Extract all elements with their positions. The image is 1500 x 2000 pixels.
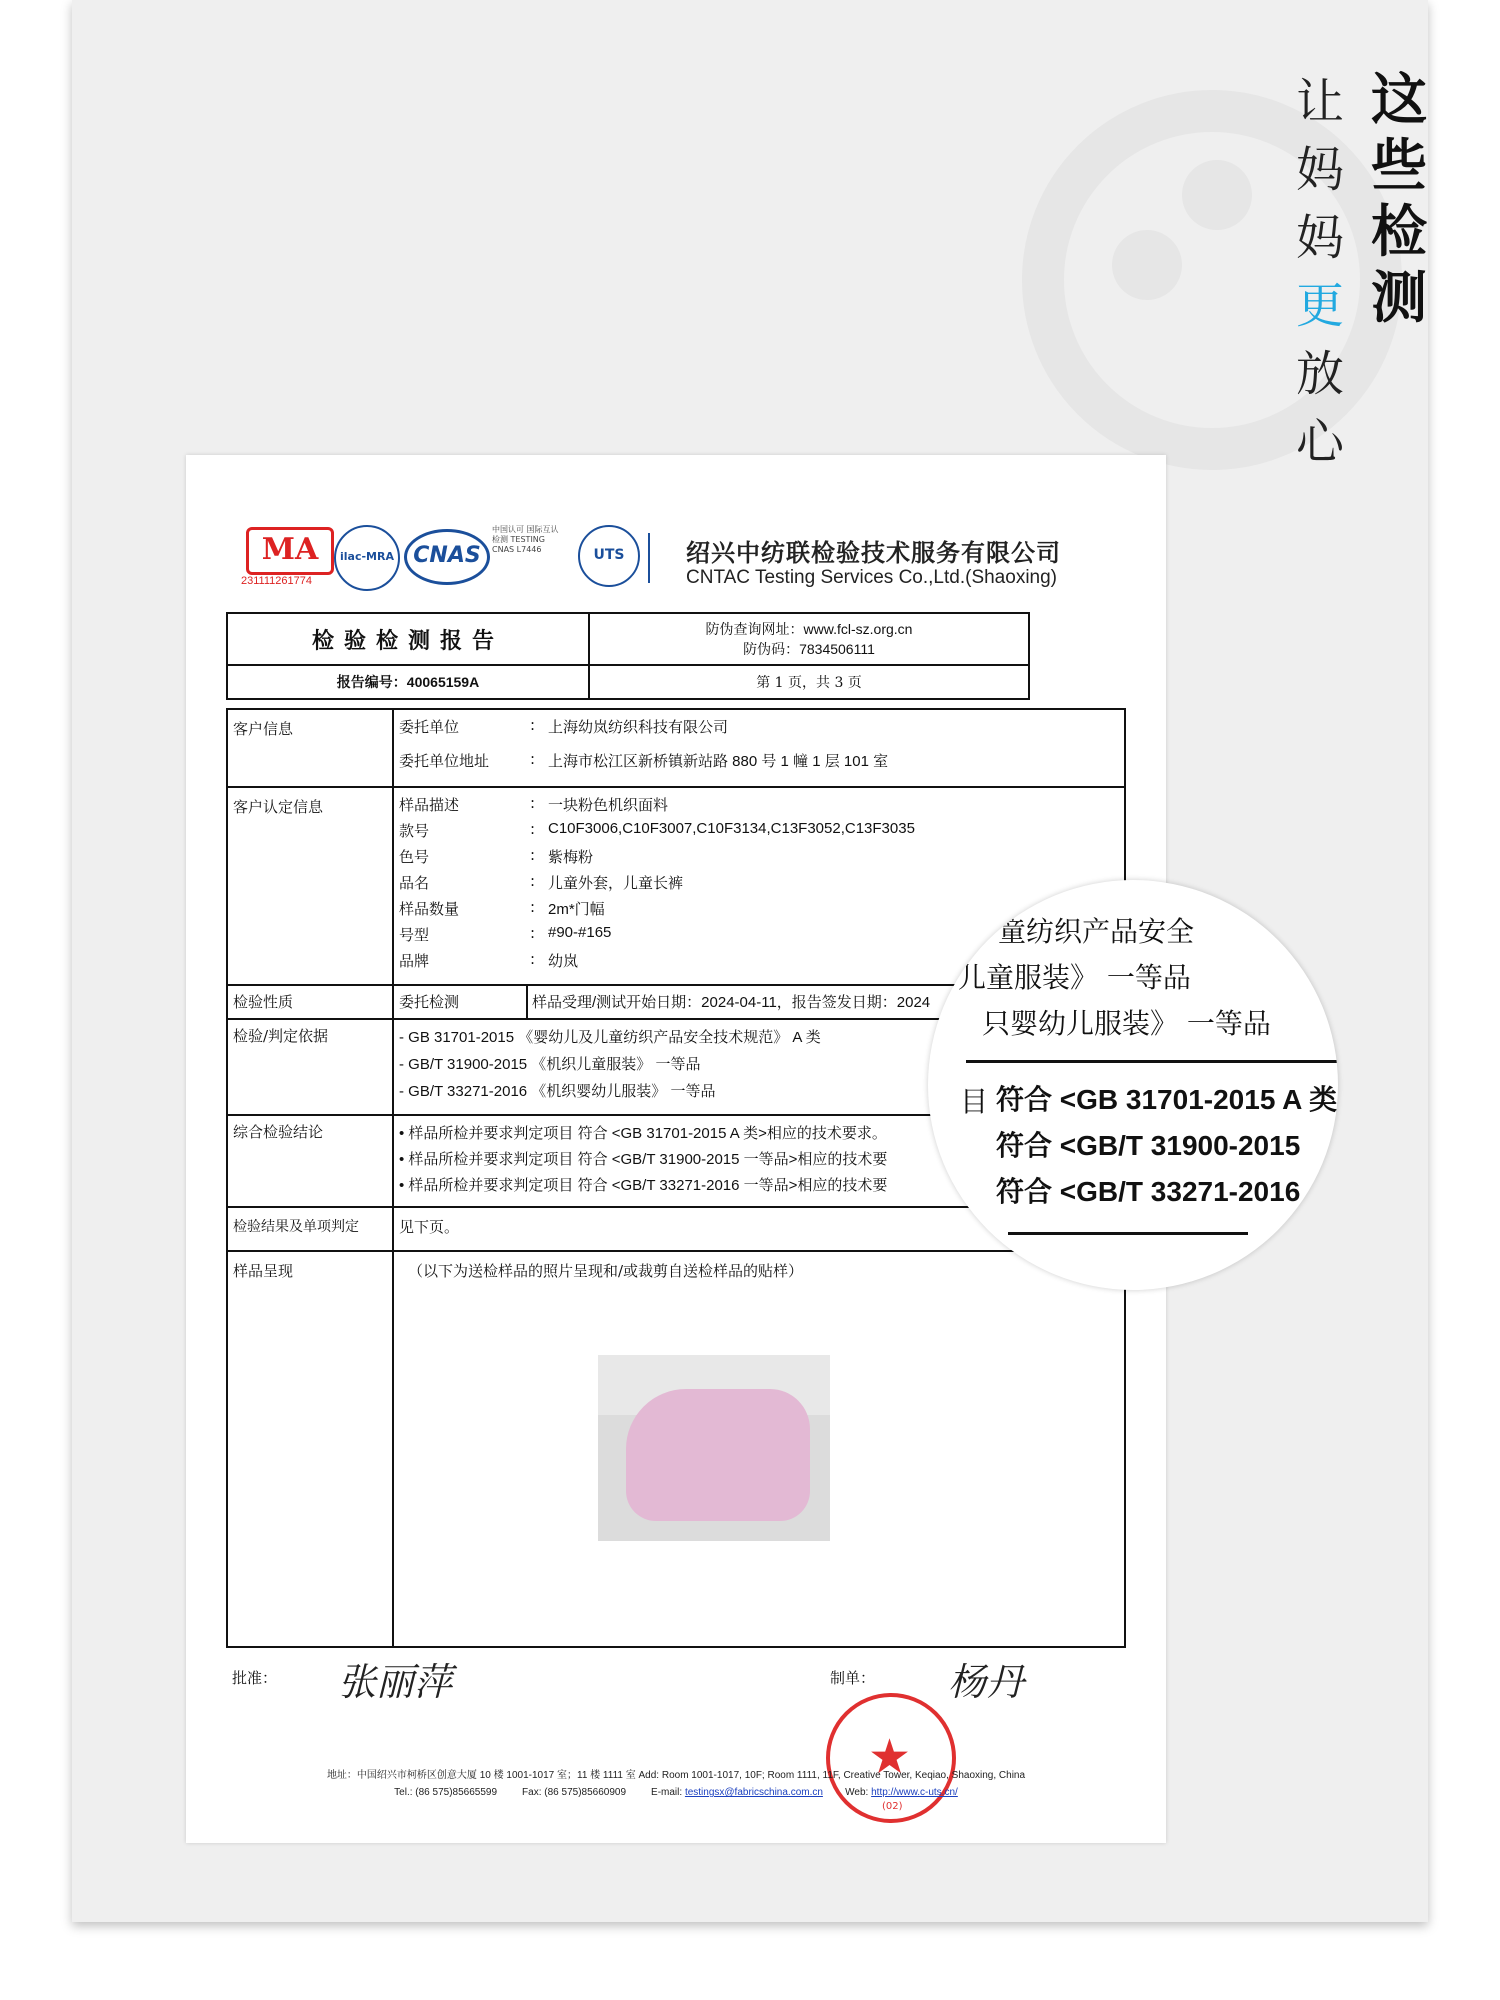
zoom-table-line	[966, 1060, 1338, 1063]
footer-contacts	[256, 1787, 1096, 1798]
footer-email-link[interactable]: testingsx@fabricschina.com.cn	[684, 1787, 823, 1798]
basis-item: - GB/T 31900-2015 《机织儿童服装》 一等品	[399, 1056, 701, 1073]
zoom-magnifier	[928, 880, 1338, 1290]
report-title: 检验检测报告	[227, 613, 589, 665]
client-address-key: 委托单位地址	[399, 752, 490, 770]
approve-signature: 张丽萍	[338, 1660, 453, 1704]
column-divider	[392, 1208, 394, 1250]
sample-value: 2m*门幅	[548, 901, 605, 918]
page-indicator: 第 1 页，共 3 页	[589, 665, 1029, 699]
client-address-value: 上海市松江区新桥镇新站路 880 号 1 幢 1 层 101 室	[548, 753, 889, 770]
column-divider	[392, 1020, 394, 1114]
basis-label: 检验/判定依据	[233, 1027, 329, 1045]
zoom-line: 符合 <GB/T 33271-2016	[996, 1176, 1301, 1207]
seal-number: (02)	[882, 1801, 903, 1812]
basis-item: - GB 31701-2015 《婴幼儿及儿童纺织产品安全技术规范》 A 类	[399, 1029, 821, 1046]
footer-web-link[interactable]: http://www.c-uts.cn/	[871, 1787, 958, 1798]
anti-fake-code: 防伪码：7834506111	[743, 641, 875, 657]
conclusion-item: • 样品所检并要求判定项目 符合 <GB 31701-2015 A 类>相应的技术要求。	[399, 1125, 887, 1142]
column-divider	[526, 986, 528, 1018]
cma-number: 231111261774	[241, 575, 312, 587]
results-label: 检验结果及单项判定	[233, 1219, 359, 1235]
colon: :	[530, 716, 536, 734]
sample-key: 品名	[399, 874, 430, 892]
column-divider	[392, 788, 394, 984]
column-divider	[392, 986, 394, 1018]
footer-tel: Tel.: (86 575)85665599	[394, 1787, 498, 1798]
sample-value: 一块粉色机织面料	[548, 797, 669, 814]
anti-fake-info	[589, 613, 1029, 665]
anti-fake-url: 防伪查询网址：www.fcl-sz.org.cn	[705, 621, 913, 637]
column-divider	[392, 1252, 394, 1646]
sample-key: 品牌	[399, 952, 430, 970]
side-title-accent: 更	[1295, 278, 1344, 334]
sample-value: #90-#165	[548, 924, 612, 941]
client-unit-value: 上海幼岚纺织科技有限公司	[548, 719, 729, 736]
sample-key: 样品数量	[399, 900, 460, 918]
uts-logo: UTS	[578, 525, 640, 587]
watermark-dot	[1182, 160, 1252, 230]
sample-photo	[598, 1355, 830, 1541]
make-label: 制单：	[830, 1669, 876, 1687]
zoom-table-line	[1008, 1232, 1248, 1235]
sample-value: C10F3006,C10F3007,C10F3134,C13F3052,C13F3035	[548, 820, 915, 837]
conclusion-item: • 样品所检并要求判定项目 符合 <GB/T 31900-2015 一等品>相应的技术要	[399, 1151, 888, 1168]
sample-value: 儿童外套，儿童长裤	[548, 875, 684, 892]
results-value: 见下页。	[399, 1218, 460, 1236]
zoom-line: 童纺织产品安全	[998, 915, 1195, 948]
cma-logo: MA	[246, 527, 334, 575]
colon: :	[530, 794, 536, 812]
report-number: 报告编号：40065159A	[227, 665, 589, 699]
make-signature: 杨丹	[948, 1660, 1025, 1704]
zoom-line: 符合 <GB/T 31900-2015	[996, 1130, 1301, 1161]
footer-fax: Fax: (86 575)85660909	[522, 1787, 627, 1798]
client-info-label: 客户信息	[233, 720, 294, 738]
sample-key: 款号	[399, 822, 430, 840]
column-divider	[392, 1116, 394, 1206]
footer-email-label: E-mail:	[651, 1787, 683, 1798]
client-info-row	[228, 710, 1124, 788]
inspection-dates: 样品受理/测试开始日期：2024-04-11，报告签发日期：2024	[532, 994, 931, 1011]
official-seal-icon	[826, 1693, 956, 1823]
company-name-cn: 绍兴中纺联检验技术服务有限公司	[686, 538, 1061, 567]
zoom-line: 儿童服装》 一等品	[958, 961, 1191, 994]
cnas-logo-text: 中国认可 国际互认 检测 TESTING CNAS L7446	[492, 525, 559, 554]
seal-star-icon: ★	[868, 1729, 912, 1785]
side-title-sub-part1: 让妈妈	[1295, 74, 1344, 266]
colon: :	[530, 750, 536, 768]
colon: :	[530, 950, 536, 968]
watermark-dot	[1112, 230, 1182, 300]
inspection-nature-label: 检验性质	[233, 993, 294, 1011]
pink-fabric-image	[626, 1389, 810, 1521]
cnas-logo: CNAS	[404, 529, 490, 585]
colon: :	[530, 924, 536, 942]
side-title-main: 这些检测	[1371, 68, 1427, 331]
conclusion-label: 综合检验结论	[233, 1123, 324, 1141]
side-title-sub	[1290, 68, 1350, 476]
sample-value: 幼岚	[548, 953, 579, 970]
footer-web-label: Web:	[845, 1787, 869, 1798]
colon: :	[530, 820, 536, 838]
footer-address: 地址：中国绍兴市柯桥区创意大厦 10 楼 1001-1017 室；11 楼 1111 室 Add: Room 1001-1017, 10F; Room 1111, 11F, Creative Tower, Keqiao, Shaoxing, China	[326, 1770, 1026, 1781]
report-header-table	[226, 612, 1030, 700]
zoom-line: 符合 <GB 31701-2015 A 类	[996, 1084, 1338, 1115]
approve-label: 批准：	[232, 1669, 278, 1687]
sample-key: 号型	[399, 926, 430, 944]
sample-key: 色号	[399, 848, 430, 866]
sample-presentation-note: （以下为送检样品的照片呈现和/或裁剪自送检样品的贴样）	[408, 1262, 804, 1280]
side-title-sub-part2: 放心	[1295, 346, 1344, 470]
header-divider	[648, 533, 650, 583]
zoom-line: 目	[960, 1085, 989, 1118]
sample-info-label: 客户认定信息	[233, 798, 324, 816]
colon: :	[530, 846, 536, 864]
colon: :	[530, 872, 536, 890]
conclusion-item: • 样品所检并要求判定项目 符合 <GB/T 33271-2016 一等品>相应的技术要	[399, 1177, 888, 1194]
sample-presentation-label: 样品呈现	[233, 1262, 294, 1280]
ilac-logo: ilac-MRA	[334, 525, 400, 591]
sample-value: 紫梅粉	[548, 849, 594, 866]
company-name-en: CNTAC Testing Services Co.,Ltd.(Shaoxing)	[686, 567, 1058, 588]
zoom-line: 只婴幼儿服装》 一等品	[982, 1007, 1271, 1040]
column-divider	[392, 710, 394, 786]
colon: :	[530, 898, 536, 916]
basis-item: - GB/T 33271-2016 《机织婴幼儿服装》 一等品	[399, 1083, 716, 1100]
inspection-type: 委托检测	[399, 993, 460, 1011]
sample-key: 样品描述	[399, 796, 460, 814]
client-unit-key: 委托单位	[399, 718, 460, 736]
